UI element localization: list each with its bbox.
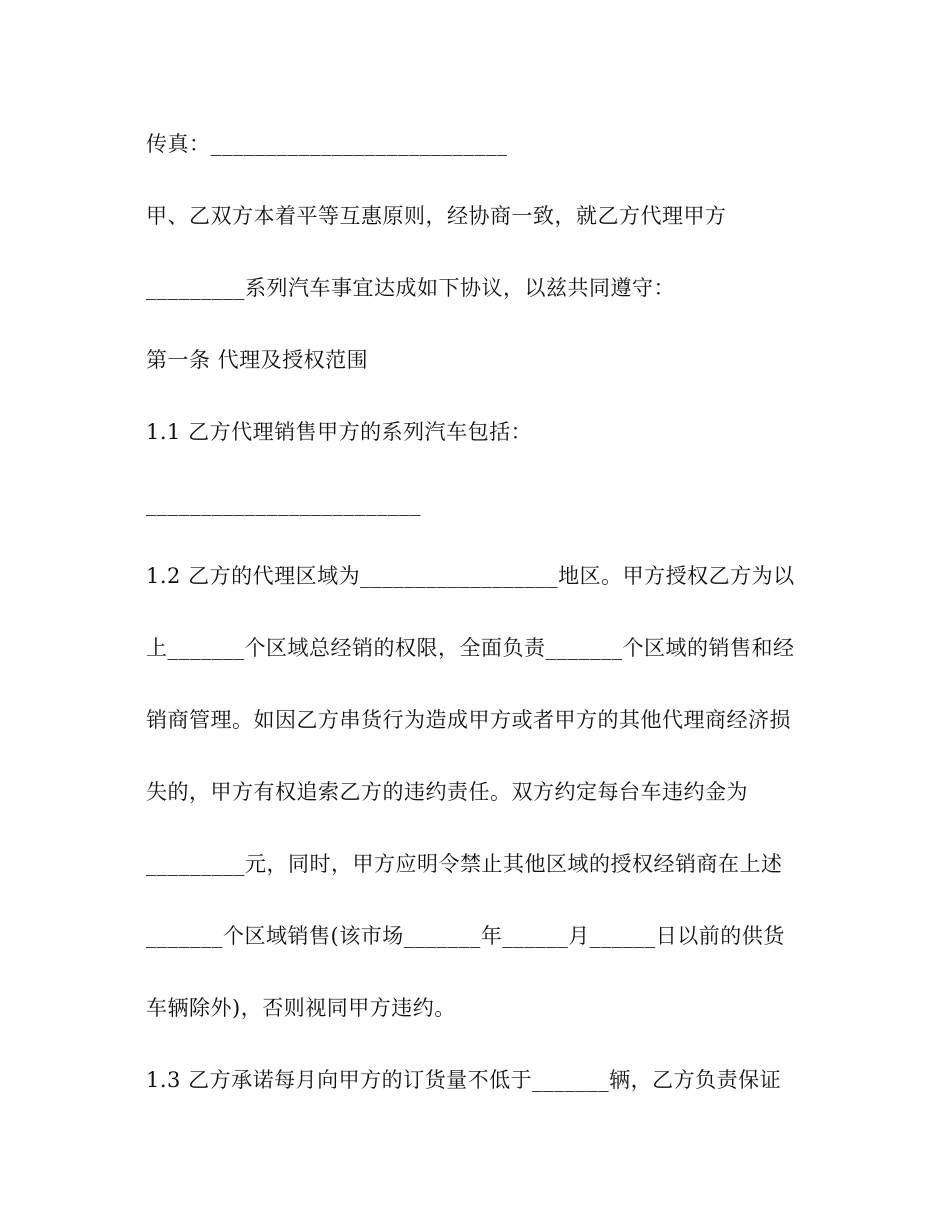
intro-paragraph-line-2: _________系列汽车事宜达成如下协议，以兹共同遵守： [146,276,675,300]
clause-1-2-line-1: 1.2 乙方的代理区域为__________________地区。甲方授权乙方为以 [146,564,795,588]
clause-1-2-line-2: 上_______个区域总经销的权限，全面负责_______个区域的销售和经 [146,636,795,660]
clause-1-2-line-4: 失的，甲方有权追索乙方的违约责任。双方约定每台车违约金为 [146,780,748,804]
clause-1-1-blank-line: _________________________ [146,492,421,516]
clause-1-1-line: 1.1 乙方代理销售甲方的系列汽车包括： [146,420,533,444]
article-1-heading: 第一条 代理及授权范围 [146,348,369,372]
intro-paragraph-line-1: 甲、乙双方本着平等互惠原则，经协商一致，就乙方代理甲方 [146,204,727,228]
fax-line: 传真：___________________________ [146,132,508,156]
clause-1-2-line-7: 车辆除外)，否则视同甲方违约。 [146,996,456,1020]
clause-1-3-line-1: 1.3 乙方承诺每月向甲方的订货量不低于_______辆，乙方负责保证 [146,1068,782,1092]
clause-1-2-line-6: _______个区域销售(该市场_______年______月______日以前的供货 [146,924,785,948]
clause-1-2-line-3: 销商管理。如因乙方串货行为造成甲方或者甲方的其他代理商经济损 [146,708,791,732]
clause-1-2-line-5: _________元，同时，甲方应明令禁止其他区域的授权经销商在上述 [146,852,783,876]
